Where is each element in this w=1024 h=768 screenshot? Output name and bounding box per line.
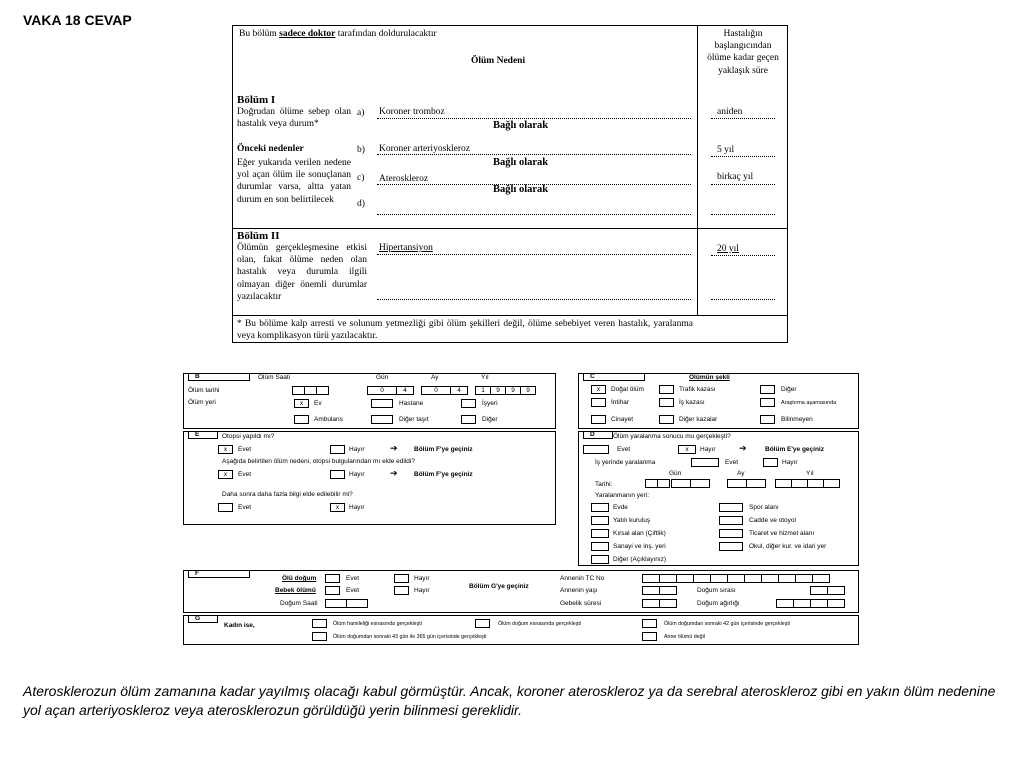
cinayet-label: Cinayet — [611, 416, 634, 423]
yil-label: Yıl — [481, 374, 489, 381]
section-f — [183, 570, 859, 613]
evde-label: Evde — [613, 504, 628, 511]
okul-checkbox[interactable] — [719, 542, 743, 551]
olu-dogum-label: Ölü doğum — [282, 575, 317, 582]
yil-1[interactable]: 9 — [490, 386, 506, 395]
due-to-2: Bağlı olarak — [493, 157, 549, 168]
olu-dogum-evet-checkbox[interactable] — [325, 574, 340, 583]
d-yil-label: Yıl — [806, 470, 814, 477]
g1-label: Ölüm hamileliği esnasında gerçekleşti — [333, 621, 422, 627]
intihar-checkbox[interactable] — [591, 398, 606, 407]
g5-label: Anne ölümü değil — [664, 634, 705, 640]
section-g-label: G — [188, 615, 218, 623]
diger-kazalar-label: Diğer kazalar — [679, 416, 718, 423]
g3-checkbox[interactable] — [642, 619, 657, 628]
d-evet-checkbox[interactable] — [583, 445, 609, 454]
hastane-label: Hastane — [399, 400, 424, 407]
bulgu-question: Aşağıda belirtilen ölüm nedeni, otopsi bulgularından mı elde edildi? — [222, 458, 415, 465]
column-title: Ölüm Nedeni — [471, 56, 526, 66]
row-a-duration[interactable]: aniden — [717, 107, 743, 117]
bolum2-cause[interactable]: Hipertansiyon — [379, 243, 433, 253]
d-hayir-checkbox[interactable]: x — [678, 445, 696, 454]
bolum2-line-1 — [377, 254, 691, 255]
section-d-label: D — [583, 431, 613, 439]
cinayet-checkbox[interactable] — [591, 415, 606, 424]
cadde-checkbox[interactable] — [719, 516, 743, 525]
olu-dogum-hayir-label: Hayır — [414, 575, 430, 582]
bolum2-text: Ölümün gerçekleşmesine etkisi olan, fakat ölüme neden olan hastalık veya durumla ilgili olmayan diğer önemli durumlar yazılacaktır — [237, 243, 367, 302]
row-a-line — [377, 118, 691, 119]
section-d — [578, 431, 859, 566]
divider-footnote — [233, 315, 787, 316]
c-diger-label: Diğer — [781, 386, 797, 393]
gun-label: Gün — [376, 374, 389, 381]
row-b-line — [377, 154, 691, 155]
anne-yasi-cells[interactable] — [642, 586, 676, 595]
daha-fazla-question: Daha sonra daha fazla bilgi elde edilebilir mi? — [222, 491, 353, 498]
bolum2-title: Bölüm II — [237, 230, 280, 242]
d-diger-checkbox[interactable] — [591, 555, 609, 564]
fazla-evet-checkbox[interactable] — [218, 503, 233, 512]
gebelik-cells[interactable] — [642, 599, 676, 608]
due-to-3: Bağlı olarak — [493, 184, 549, 195]
kirsal-label: Kırsal alan (Çiftlik) — [613, 530, 666, 537]
g2-checkbox[interactable] — [475, 619, 490, 628]
row-d-duration-line[interactable] — [711, 214, 775, 215]
bolum2-duration-line-2[interactable] — [711, 299, 775, 300]
olum-saati-label: Ölüm Saati — [258, 374, 291, 381]
dogum-agirligi-cells[interactable] — [776, 599, 844, 608]
d-gun-label: Gün — [669, 470, 682, 477]
slide-title: VAKA 18 CEVAP — [23, 12, 132, 28]
bolum2-duration[interactable]: 20 yıl — [717, 244, 739, 254]
c-diger-checkbox[interactable] — [760, 385, 775, 394]
d-time-cells[interactable] — [645, 479, 669, 488]
section-b — [183, 373, 556, 429]
otopsi-hayir-checkbox[interactable] — [330, 445, 345, 454]
yil-2[interactable]: 9 — [505, 386, 521, 395]
ambulans-checkbox[interactable] — [294, 415, 309, 424]
death-cause-form — [232, 25, 788, 343]
section-c-label: C — [583, 373, 645, 381]
olu-dogum-evet-label: Evet — [346, 575, 360, 582]
row-b-letter: b) — [357, 145, 365, 155]
row-a-cause[interactable]: Koroner tromboz — [379, 107, 445, 117]
diger-yer-checkbox[interactable] — [461, 415, 476, 424]
trafik-checkbox[interactable] — [659, 385, 674, 394]
diger-yer-label: Diğer — [482, 416, 498, 423]
yaralanma-yeri-label: Yaralanmanın yeri: — [595, 492, 650, 499]
explanation-caption: Aterosklerozun ölüm zamanına kadar yayılmış olacağı kabul görmüştür. Ancak, koroner ateroskleroz ya da serebral ateroskleroz gibi en yakın ölüm nedenine yol açan arteriyoskleroz veya aterosklerozun görüldüğü yerin bilinmesi gereklidir. — [23, 683, 996, 718]
is-yerinde-hayir-label: Hayır — [782, 459, 798, 466]
ay-1[interactable]: 4 — [450, 386, 468, 395]
gun-1[interactable]: 4 — [396, 386, 414, 395]
row-a-duration-line — [711, 118, 775, 119]
trafik-label: Trafik kazası — [679, 386, 716, 393]
section-g — [183, 615, 859, 645]
row-c-cause[interactable]: Ateroskleroz — [379, 174, 429, 184]
is-kazasi-checkbox[interactable] — [659, 398, 674, 407]
g4-label: Ölüm doğumdan sonraki 43 gün ile 365 gün içerisinde gerçekleşti — [333, 634, 487, 640]
ticaret-label: Ticaret ve hizmet alanı — [749, 530, 815, 537]
d-hayir-label: Hayır — [700, 446, 716, 453]
isyeri-label: İşyeri — [482, 400, 498, 407]
section-e — [183, 431, 556, 525]
bolum2-line-2[interactable] — [377, 299, 691, 300]
ay-0[interactable]: 0 — [421, 386, 451, 395]
row-d-letter: d) — [357, 199, 365, 209]
dogum-sirasi-label: Doğum sırası — [697, 587, 736, 594]
is-yerinde-evet-label: Evet — [725, 459, 739, 466]
d-yil-cells[interactable] — [775, 479, 839, 488]
diger-tasit-label: Diğer taşıt — [399, 416, 429, 423]
diger-tasit-checkbox[interactable] — [371, 415, 393, 424]
bebek-olumu-evet-label: Evet — [346, 587, 360, 594]
spor-checkbox[interactable] — [719, 503, 743, 512]
go-e: Bölüm E'ye geçiniz — [765, 446, 824, 453]
duration-header: Hastalığın başlangıcından ölüme kadar geçen yaklaşık süre — [707, 29, 779, 76]
bebek-olumu-label: Bebek ölümü — [275, 587, 316, 594]
ev-checkbox[interactable]: x — [294, 399, 309, 408]
yil-0[interactable]: 1 — [475, 386, 491, 395]
arastirma-label: Araştırma aşamasında — [781, 400, 837, 406]
cadde-label: Cadde ve otoyol — [749, 517, 796, 524]
bulgu-hayir-label: Hayır — [349, 471, 365, 478]
kirsal-checkbox[interactable] — [591, 529, 609, 538]
section-e-label: E — [188, 431, 218, 439]
gun-0[interactable]: 0 — [367, 386, 397, 395]
is-yerinde-evet-checkbox[interactable] — [691, 458, 719, 467]
bebek-olumu-hayir-checkbox[interactable] — [394, 586, 409, 595]
dogal-olum-label: Doğal ölüm — [611, 386, 644, 393]
bolum2-duration-line — [711, 255, 775, 256]
isyeri-checkbox[interactable] — [461, 399, 476, 408]
dogal-olum-checkbox[interactable]: x — [591, 385, 606, 394]
row-c-duration-line — [711, 184, 775, 185]
diger-kazalar-checkbox[interactable] — [659, 415, 674, 424]
bilinmeyen-checkbox[interactable] — [760, 415, 775, 424]
ticaret-checkbox[interactable] — [719, 529, 743, 538]
go-f-2: Bölüm F'ye geçiniz — [414, 471, 473, 478]
intihar-label: İntihar — [611, 399, 630, 406]
arrow-icon: ➔ — [739, 443, 747, 453]
divider-bolum2 — [233, 228, 787, 229]
anne-yasi-label: Annenin yaşı — [560, 587, 598, 594]
ev-label: Ev — [314, 400, 322, 407]
otopsi-question: Otopsi yapıldı mı? — [222, 433, 275, 440]
row-a-letter: a) — [357, 108, 365, 118]
row-d-line[interactable] — [377, 214, 691, 215]
ay-label: Ay — [431, 374, 439, 381]
g4-checkbox[interactable] — [312, 632, 327, 641]
fazla-evet-label: Evet — [238, 504, 252, 511]
g2-label: Ölüm doğum esnasında gerçekleşti — [498, 621, 582, 627]
row-b-cause[interactable]: Koroner arteriyoskleroz — [379, 144, 471, 154]
d-gun-cells[interactable] — [671, 479, 709, 488]
yatili-label: Yatılı kuruluş — [613, 517, 651, 524]
row-c-duration[interactable]: birkaç yıl — [717, 172, 754, 182]
d-diger-label: Diğer (Açıklayınız) — [613, 556, 667, 563]
bulgu-evet-label: Evet — [238, 471, 252, 478]
evde-checkbox[interactable] — [591, 503, 609, 512]
anne-tc-cells[interactable] — [642, 574, 829, 583]
kadin-label: Kadın ise, — [224, 622, 255, 629]
is-kazasi-label: İş kazası — [679, 399, 705, 406]
onceki-title: Önceki nedenler — [237, 144, 304, 154]
dogum-sirasi-cells[interactable] — [810, 586, 844, 595]
fazla-hayir-checkbox[interactable]: x — [330, 503, 345, 512]
section-b-label: B — [188, 373, 250, 381]
d-evet-label: Evet — [617, 446, 631, 453]
bolum1-title: Bölüm I — [237, 94, 276, 106]
due-to-1: Bağlı olarak — [493, 120, 549, 131]
go-f-1: Bölüm F'ye geçiniz — [414, 446, 473, 453]
row-c-letter: c) — [357, 173, 365, 183]
d-ay-cells[interactable] — [727, 479, 765, 488]
arrow-icon: ➔ — [390, 443, 398, 453]
onceki-text: Eğer yukarıda verilen nedene yol açan ölüm ile sonuçlanan durumlar varsa, altta yatan durum en son belirtilecek — [237, 158, 351, 205]
sanayi-checkbox[interactable] — [591, 542, 609, 551]
g5-checkbox[interactable] — [642, 632, 657, 641]
bulgu-hayir-checkbox[interactable] — [330, 470, 345, 479]
olum-saati-cells[interactable] — [292, 386, 328, 395]
bulgu-evet-checkbox[interactable]: x — [218, 470, 233, 479]
dogum-agirligi-label: Doğum ağırlığı — [697, 600, 740, 607]
arrow-icon: ➔ — [390, 468, 398, 478]
row-b-duration[interactable]: 5 yıl — [717, 145, 735, 155]
arastirma-checkbox[interactable] — [760, 398, 775, 407]
is-yerinde-hayir-checkbox[interactable] — [763, 458, 778, 467]
dogum-saati-label: Doğum Saati — [280, 600, 318, 607]
section-c — [578, 373, 859, 429]
sanayi-label: Sanayi ve inş. yeri — [613, 543, 666, 550]
row-b-duration-line — [711, 156, 775, 157]
go-g: Bölüm G'ye geçiniz — [469, 583, 529, 590]
hastane-checkbox[interactable] — [371, 399, 393, 408]
form-header: Bu bölüm sadece doktor tarafından doldurulacaktır — [239, 29, 437, 39]
column-divider — [697, 26, 698, 315]
olu-dogum-hayir-checkbox[interactable] — [394, 574, 409, 583]
is-yerinde-label: İş yerinde yaralanma — [595, 459, 656, 466]
spor-label: Spor alanı — [749, 504, 779, 511]
otopsi-evet-checkbox[interactable]: x — [218, 445, 233, 454]
d-ay-label: Ay — [737, 470, 745, 477]
gebelik-label: Gebelik süresi — [560, 600, 602, 607]
bebek-olumu-hayir-label: Hayır — [414, 587, 430, 594]
section-f-label: F — [188, 570, 250, 578]
bilinmeyen-label: Bilinmeyen — [781, 416, 813, 423]
okul-label: Okul, diğer kur. ve idari yer — [749, 543, 827, 550]
dogum-saati-cells[interactable] — [325, 599, 367, 608]
footnote: * Bu bölüme kalp arresti ve solunum yetmezliği gibi ölüm şekilleri değil, ölüme sebebiyet veren hastalık, yaralanma veya komplikasyon türü yazılacaktır. — [237, 319, 693, 342]
olum-yeri-label: Ölüm yeri — [188, 399, 216, 406]
bebek-olumu-evet-checkbox[interactable] — [325, 586, 340, 595]
anne-tc-label: Annenin TC No — [560, 575, 605, 582]
g3-label: Ölüm doğumdan sonraki 42 gün içerisinde gerçekleşti — [664, 621, 791, 627]
otopsi-hayir-label: Hayır — [349, 446, 365, 453]
yaralanma-question: Ölüm yaralanma sonucu mu gerçekleşti? — [613, 433, 731, 440]
g1-checkbox[interactable] — [312, 619, 327, 628]
olum-tarihi-label: Ölüm tarihi — [188, 387, 220, 394]
ambulans-label: Ambulans — [314, 416, 343, 423]
fazla-hayir-label: Hayır — [349, 504, 365, 511]
tarihi-label: Tarihi: — [595, 481, 613, 488]
yatili-checkbox[interactable] — [591, 516, 609, 525]
yil-3[interactable]: 9 — [520, 386, 536, 395]
bolum1-direct: Doğrudan ölüme sebep olan hastalık veya durum* — [237, 107, 351, 130]
olum-sekli-title: Ölümün şekli — [689, 374, 730, 381]
otopsi-evet-label: Evet — [238, 446, 252, 453]
